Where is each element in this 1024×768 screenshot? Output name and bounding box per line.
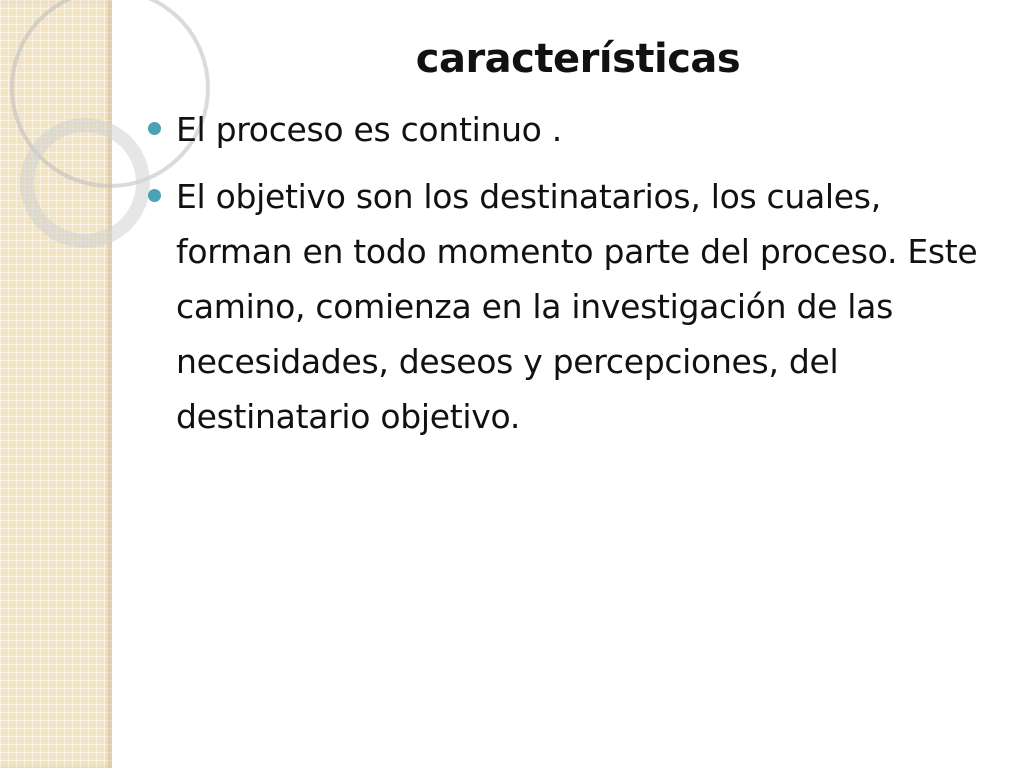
slide-title: características: [415, 36, 741, 82]
bullet-text: El objetivo son los destinatarios, los cuales, forman en todo momento parte del proceso. Este camino, comienza en la investigación de las necesidades, deseos y percepciones, del destinatario objetivo.: [176, 177, 978, 436]
bullet-dot-icon: [148, 122, 161, 135]
bullet-text: El proceso es continuo .: [176, 110, 562, 149]
bullet-dot-icon: [148, 189, 161, 202]
bullet-item: [148, 102, 988, 157]
decorative-ring-small: [20, 118, 150, 248]
bullet-list: [148, 102, 988, 456]
bullet-item: [148, 169, 988, 444]
